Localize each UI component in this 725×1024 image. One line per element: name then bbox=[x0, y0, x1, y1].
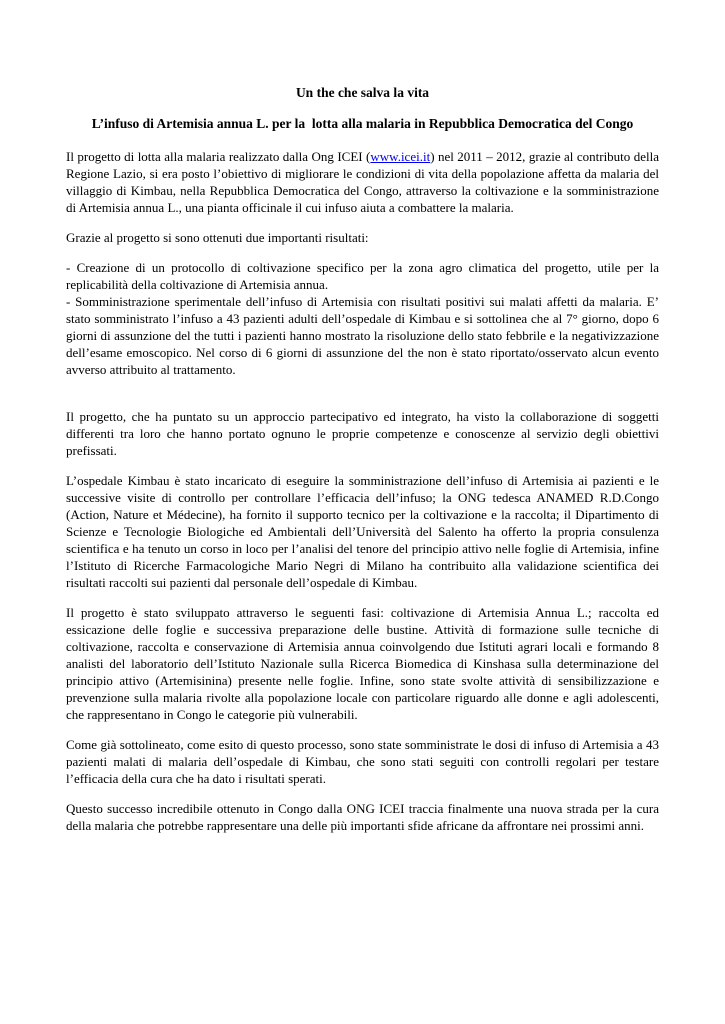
paragraph-intro bbox=[66, 148, 659, 216]
intro-text-before-link: Il progetto di lotta alla malaria realizzato dalla Ong ICEI ( bbox=[66, 149, 371, 164]
results-list bbox=[66, 259, 659, 378]
icei-website-link[interactable]: www.icei.it bbox=[370, 149, 431, 164]
document-subtitle: L’infuso di Artemisia annua L. per la lotta alla malaria in Repubblica Democratica del Congo bbox=[91, 116, 634, 131]
intro-text-after-link: ) nel 2011 – 2012, grazie al contributo della Regione Lazio, si era posto l’obiettivo di migliorare le condizioni di vita della popolazione affetta da malaria del villaggio di Kimbau, nella Repubblica Democratica del Congo, attraverso la coltivazione e la somministrazione di Artemisia annua L., una pianta officinale il cui infuso aiuta a combattere la malaria. bbox=[66, 149, 659, 215]
paragraph-results-intro: Grazie al progetto si sono ottenuti due importanti risultati: bbox=[66, 230, 369, 245]
document-title: Un the che salva la vita bbox=[295, 85, 430, 100]
paragraph-approach: Il progetto, che ha puntato su un approccio partecipativo ed integrato, ha visto la collaborazione di soggetti differenti tra loro che hanno portato ognuno le proprie competenze e conoscenze al servizio degli obiettivi prefissati. bbox=[66, 409, 659, 458]
result-item-protocol: - Creazione di un protocollo di coltivazione specifico per la zona agro climatica del progetto, utile per la replicabilità della coltivazione di Artemisia annua. bbox=[66, 260, 659, 292]
paragraph-phases: Il progetto è stato sviluppato attraverso le seguenti fasi: coltivazione di Artemisia Annua L.; raccolta ed essicazione delle foglie e successiva preparazione delle bustine. Attività di formazione sulle tecniche di coltivazione, raccolta e conservazione di Artemisia annua coinvolgendo due Istituti agrari locali e formando 8 analisti del laboratorio dell’Istituto Nazionale sulla Ricerca Biomedica di Kinshasa sulla determinazione del principio attivo (Artemisinina) presente nelle foglie. Infine, sono state svolte attività di sensibilizzazione e prevenzione sulla malaria rivolte alla popolazione locale con particolare riguardo alle donne e agli adolescenti, che rappresentano in Congo le categorie più vulnerabili. bbox=[66, 605, 659, 722]
paragraph-conclusion: Questo successo incredibile ottenuto in Congo dalla ONG ICEI traccia finalmente una nuova strada per la cura della malaria che potrebbe rappresentare una delle più importanti sfide africane da affrontare nei prossimi anni. bbox=[66, 801, 659, 833]
result-item-administration: - Somministrazione sperimentale dell’infuso di Artemisia con risultati positivi sui malati affetti da malaria. E’ stato somministrato l’infuso a 43 pazienti adulti dell’ospedale di Kimbau e si sottolinea che al 7° giorno, dopo 6 giorni di assunzione del the tutti i pazienti hanno mostrato la risoluzione dello stato febbrile e la negativizzazione dell’esame emoscopico. Nel corso di 6 giorni di assunzione del the non è stato riportato/osservato alcun evento avverso attribuito al trattamento. bbox=[66, 294, 659, 377]
paragraph-outcome: Come già sottolineato, come esito di questo processo, sono state somministrate le dosi di infuso di Artemisia a 43 pazienti malati di malaria dell’ospedale di Kimbau, che sono stati seguiti con controlli regolari per testare l’efficacia della cura che ha dato i risultati sperati. bbox=[66, 737, 659, 786]
paragraph-partners: L’ospedale Kimbau è stato incaricato di eseguire la somministrazione dell’infuso di Artemisia ai pazienti e le successive visite di controllo per controllare l’efficacia dell’infuso; la ONG tedesca ANAMED R.D.Congo (Action, Nature et Médecine), ha fornito il supporto tecnico per la coltivazione e la raccolta; il Dipartimento di Scienze e Tecnologie Biologiche ed Ambientali dell’Università del Salento ha offerto la propria consulenza scientifica e ha tenuto un corso in loco per l’analisi del tenore del principio attivo nelle foglie di Artemisia, infine l’Istituto di Ricerche Farmacologiche Mario Negri di Milano ha contribuito alla validazione scientifica dei risultati raccolti sui pazienti dal personale dell’ospedale di Kimbau. bbox=[66, 473, 659, 590]
